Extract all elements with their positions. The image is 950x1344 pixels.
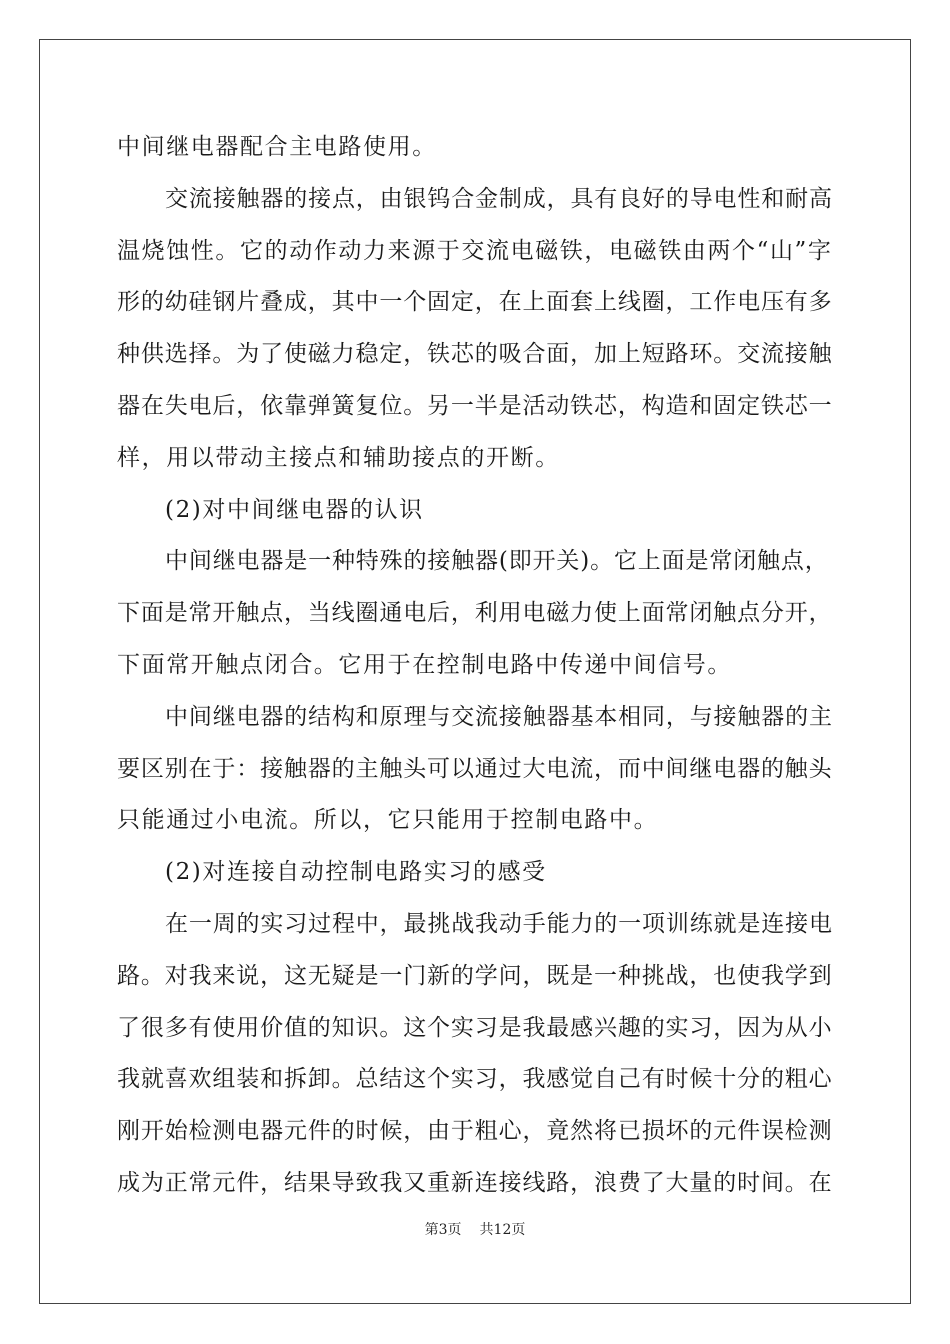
text-line: 温烧蚀性。它的动作动力来源于交流电磁铁，电磁铁由两个“山”字 [117, 237, 833, 264]
text-line: (2)对连接自动控制电路实习的感受 [165, 859, 547, 886]
text-line: 刚开始检测电器元件的时候，由于粗心，竟然将已损坏的元件误检测 [117, 1118, 833, 1145]
text-line: 中间继电器是一种特殊的接触器(即开关)。它上面是常闭触点， [165, 548, 829, 575]
text-line: 要区别在于：接触器的主触头可以通过大电流，而中间继电器的触头 [117, 755, 833, 782]
page-footer [0, 1219, 950, 1239]
text-line: 了很多有使用价值的知识。这个实习是我最感兴趣的实习，因为从小 [117, 1014, 833, 1041]
text-line: 只能通过小电流。所以，它只能用于控制电路中。 [117, 807, 659, 834]
text-line: 路。对我来说，这无疑是一门新的学问，既是一种挑战，也使我学到 [117, 962, 833, 989]
text-line: 器在失电后，依靠弹簧复位。另一半是活动铁芯，构造和固定铁芯一 [117, 392, 833, 419]
text-line: 下面常开触点闭合。它用于在控制电路中传递中间信号。 [117, 651, 732, 678]
page-number-current: 第3页 [424, 1222, 462, 1238]
document-body [117, 126, 833, 1214]
text-line: 中间继电器的结构和原理与交流接触器基本相同，与接触器的主 [165, 703, 833, 730]
text-line: 下面是常开触点，当线圈通电后，利用电磁力使上面常闭触点分开， [117, 600, 833, 627]
text-line: 样，用以带动主接点和辅助接点的开断。 [117, 444, 560, 471]
text-line: 种供选择。为了使磁力稳定，铁芯的吸合面，加上短路环。交流接触 [117, 341, 833, 368]
page-number-total: 共12页 [479, 1222, 526, 1238]
text-line: 交流接触器的接点，由银钨合金制成，具有良好的导电性和耐高 [165, 185, 833, 212]
text-line: (2)对中间继电器的认识 [165, 496, 424, 523]
text-line: 中间继电器配合主电路使用。 [117, 134, 437, 160]
text-line: 在一周的实习过程中，最挑战我动手能力的一项训练就是连接电 [165, 910, 833, 937]
text-line: 我就喜欢组装和拆卸。总结这个实习，我感觉自己有时候十分的粗心 [117, 1066, 833, 1093]
text-line: 形的幼硅钢片叠成，其中一个固定，在上面套上线圈，工作电压有多 [117, 289, 833, 316]
text-line: 成为正常元件，结果导致我又重新连接线路，浪费了大量的时间。在 [117, 1169, 833, 1196]
